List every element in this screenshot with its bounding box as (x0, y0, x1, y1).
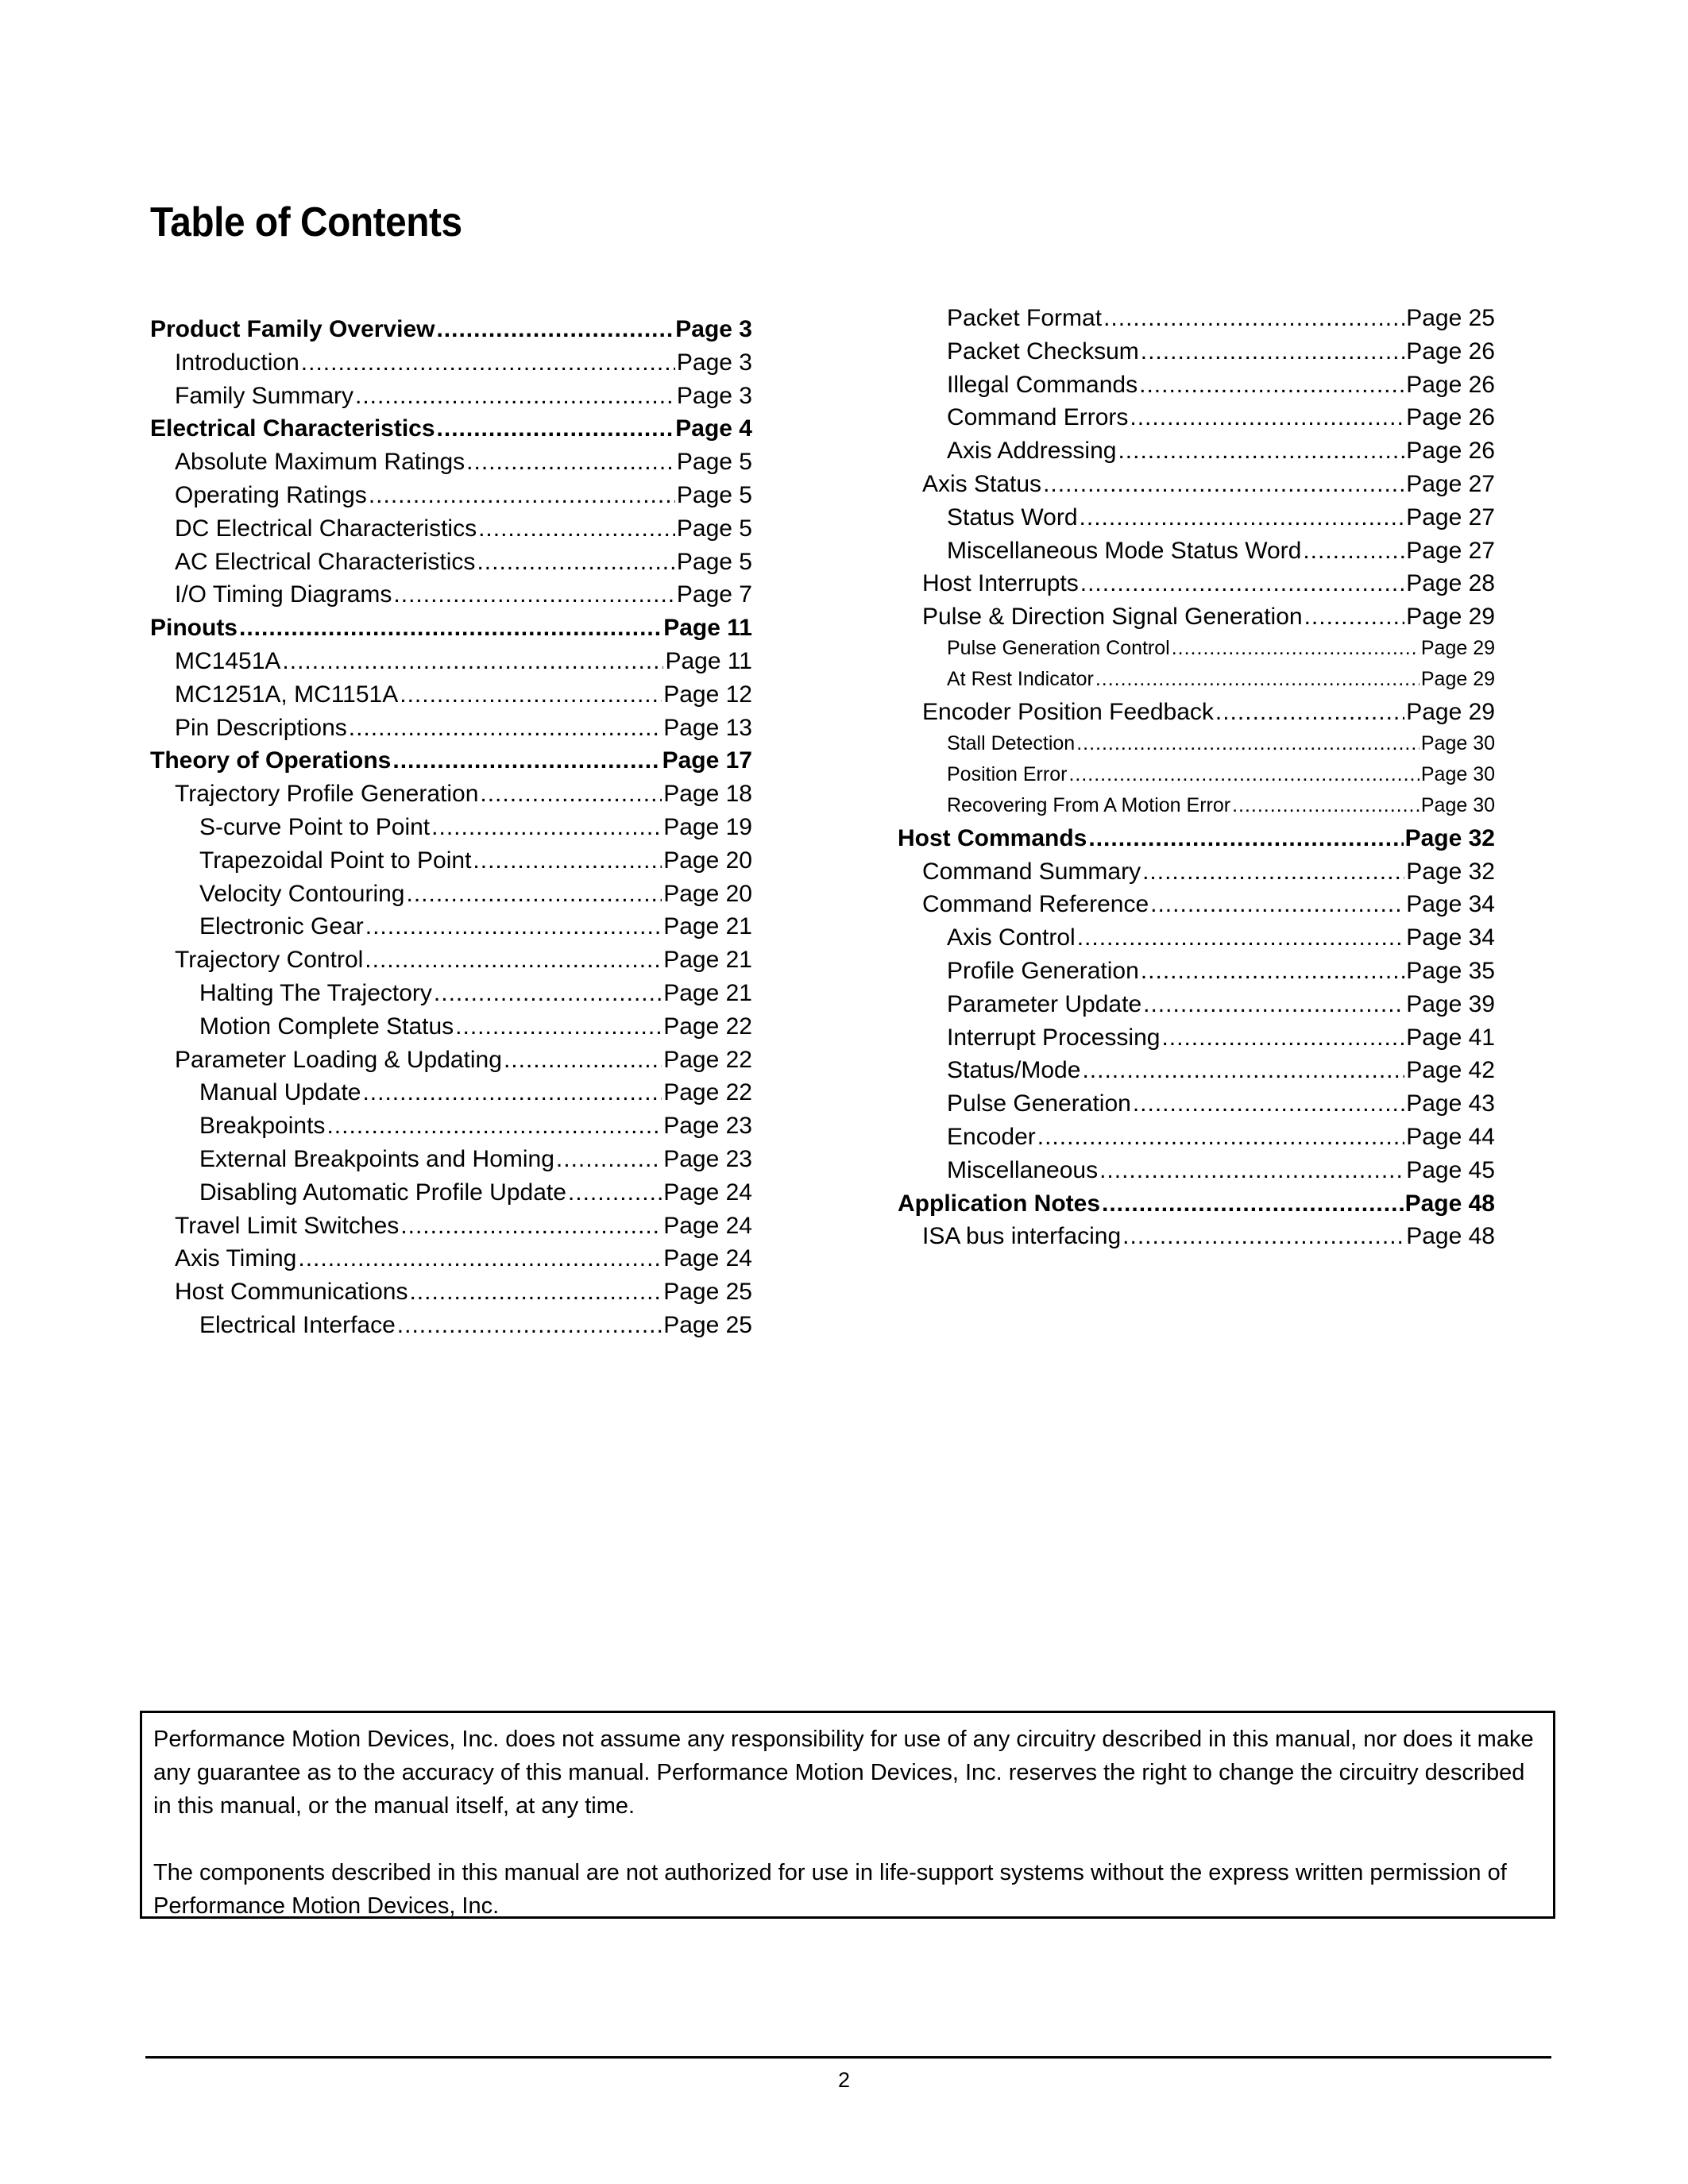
toc-entry-page: Page 20 (663, 847, 752, 874)
toc-entry-page: Page 3 (676, 382, 752, 409)
toc-dot-leader (407, 881, 662, 908)
toc-entry-title: Disabling Automatic Profile Update (199, 1179, 566, 1206)
toc-dot-leader (1088, 825, 1403, 852)
toc-entry (150, 881, 752, 914)
toc-entry-title: Trapezoidal Point to Point (199, 847, 472, 874)
toc-entry-page: Page 44 (1406, 1123, 1495, 1150)
toc-right-column (898, 305, 1495, 1256)
toc-entry (898, 372, 1495, 405)
toc-entry-page: Page 18 (663, 781, 752, 808)
toc-dot-leader (362, 1079, 662, 1106)
toc-entry-title: Pulse Generation (947, 1090, 1131, 1117)
toc-entry-title: MC1251A, MC1151A (175, 681, 399, 708)
toc-dot-leader (326, 1113, 662, 1140)
toc-entry (898, 471, 1495, 504)
toc-entry-title: Breakpoints (199, 1113, 326, 1140)
toc-entry-title: Pulse & Direction Signal Generation (922, 604, 1303, 631)
toc-entry-page: Page 30 (1420, 762, 1495, 785)
toc-dot-leader (1139, 372, 1404, 399)
toc-dot-leader (365, 947, 662, 974)
toc-entry-page: Page 48 (1406, 1223, 1495, 1250)
toc-entry (898, 338, 1495, 372)
toc-entry (898, 958, 1495, 991)
toc-entry (150, 681, 752, 715)
toc-entry-title: Motion Complete Status (199, 1013, 454, 1040)
toc-entry (150, 1113, 752, 1146)
toc-entry-page: Page 22 (663, 1046, 752, 1073)
toc-entry-title: Profile Generation (947, 957, 1139, 984)
toc-entry (898, 1190, 1495, 1224)
toc-dot-leader (1043, 471, 1404, 498)
toc-entry-page: Page 22 (663, 1079, 752, 1106)
toc-entry-title: Status Word (947, 504, 1078, 531)
toc-dot-leader (397, 1312, 662, 1339)
toc-entry-page: Page 20 (663, 880, 752, 907)
toc-entry (150, 515, 752, 549)
toc-entry-page: Page 48 (1404, 1190, 1495, 1217)
toc-dot-leader (1037, 1124, 1404, 1151)
toc-entry (898, 991, 1495, 1024)
toc-entry-page: Page 17 (662, 747, 752, 774)
toc-entry (150, 648, 752, 681)
toc-entry-page: Page 29 (1420, 636, 1495, 659)
toc-entry-title: Axis Addressing (947, 438, 1117, 465)
toc-entry-title: Command Errors (947, 404, 1129, 431)
toc-dot-leader (409, 1279, 662, 1306)
toc-dot-leader (239, 615, 662, 642)
disclaimer-paragraph: Performance Motion Devices, Inc. does not assume any responsibility for use of any circuitry described in this manual, nor does it make any guarantee as to the accuracy of this manual. Performance Motion Devices, Inc. reserves the right to change the circuitry described in this manual, or the manual itself, at any time. (153, 1727, 1534, 1819)
toc-entry (150, 1245, 752, 1279)
toc-entry-page: Page 13 (663, 714, 752, 741)
toc-dot-leader (1161, 1024, 1404, 1051)
toc-entry (150, 1146, 752, 1179)
toc-entry-title: Introduction (175, 349, 299, 376)
toc-entry-page: Page 29 (1406, 698, 1495, 725)
toc-entry-page: Page 7 (676, 581, 752, 608)
toc-entry (150, 847, 752, 881)
toc-entry (150, 1279, 752, 1312)
toc-entry (898, 825, 1495, 859)
toc-dot-leader (504, 1047, 662, 1074)
toc-dot-leader (369, 482, 675, 509)
toc-entry (150, 1312, 752, 1345)
toc-entry-page: Page 22 (663, 1013, 752, 1040)
toc-entry-title: S-curve Point to Point (199, 813, 431, 840)
toc-dot-leader (434, 980, 662, 1007)
toc-entry (150, 549, 752, 582)
toc-entry-page: Page 29 (1406, 604, 1495, 631)
toc-entry-title: Illegal Commands (947, 371, 1138, 398)
toc-entry-title: Command Reference (922, 891, 1149, 918)
toc-dot-leader (1122, 1223, 1404, 1250)
toc-dot-leader (393, 581, 675, 608)
toc-entry (898, 1223, 1495, 1256)
toc-entry (898, 637, 1495, 668)
toc-dot-leader (466, 449, 675, 476)
toc-entry-page: Page 3 (676, 349, 752, 376)
toc-entry-title: Pin Descriptions (175, 714, 347, 741)
toc-entry (150, 947, 752, 980)
toc-entry-page: Page 30 (1420, 731, 1495, 754)
toc-dot-leader (365, 913, 662, 940)
toc-entry-title: Host Communications (175, 1279, 408, 1306)
toc-entry-page: Page 30 (1420, 793, 1495, 816)
toc-entry (898, 1157, 1495, 1190)
toc-entry-title: Stall Detection (947, 731, 1076, 754)
toc-entry-page: Page 26 (1406, 371, 1495, 398)
toc-dot-leader (392, 747, 660, 774)
toc-dot-leader (1172, 637, 1420, 660)
toc-dot-leader (1304, 604, 1405, 631)
toc-entry-page: Page 26 (1406, 438, 1495, 465)
toc-entry (150, 1047, 752, 1080)
toc-entry-page: Page 21 (663, 947, 752, 974)
toc-entry-page: Page 41 (1406, 1024, 1495, 1051)
toc-entry (898, 891, 1495, 924)
toc-dot-leader (437, 415, 674, 442)
toc-dot-leader (1303, 538, 1404, 565)
toc-entry-title: Recovering From A Motion Error (947, 793, 1231, 816)
toc-entry-title: Halting The Trajectory (199, 979, 432, 1006)
toc-entry (150, 415, 752, 449)
toc-entry-page: Page 27 (1406, 504, 1495, 531)
toc-dot-leader (349, 715, 662, 742)
toc-entry-page: Page 29 (1420, 667, 1495, 690)
toc-entry-title: Miscellaneous (947, 1156, 1099, 1183)
toc-entry (150, 349, 752, 383)
toc-entry-title: Manual Update (199, 1079, 361, 1106)
toc-dot-leader (473, 847, 662, 874)
toc-entry-page: Page 26 (1406, 338, 1495, 365)
toc-entry-title: Absolute Maximum Ratings (175, 449, 465, 476)
toc-entry (150, 383, 752, 416)
toc-entry-page: Page 23 (663, 1113, 752, 1140)
toc-dot-leader (1077, 924, 1405, 951)
toc-dot-leader (298, 1245, 662, 1272)
toc-entry-page: Page 4 (675, 415, 752, 442)
toc-entry-page: Page 32 (1406, 858, 1495, 885)
toc-entry-title: Axis Timing (175, 1245, 297, 1272)
toc-entry-page: Page 24 (663, 1245, 752, 1272)
toc-entry-title: I/O Timing Diagrams (175, 581, 392, 608)
toc-entry-title: External Breakpoints and Homing (199, 1145, 554, 1172)
toc-entry-title: Command Summary (922, 858, 1141, 885)
toc-entry-page: Page 24 (663, 1179, 752, 1206)
toc-entry-page: Page 23 (663, 1145, 752, 1172)
toc-entry (150, 781, 752, 814)
toc-entry (150, 913, 752, 947)
toc-entry-page: Page 12 (663, 681, 752, 708)
toc-entry-page: Page 39 (1406, 990, 1495, 1017)
toc-entry-title: Parameter Update (947, 990, 1142, 1017)
toc-entry-title: Pinouts (150, 615, 238, 642)
toc-entry-title: Trajectory Profile Generation (175, 781, 479, 808)
toc-dot-leader (400, 681, 662, 708)
toc-entry-page: Page 21 (663, 913, 752, 940)
toc-dot-leader (1215, 699, 1404, 726)
toc-entry-page: Page 3 (675, 316, 752, 342)
disclaimer-paragraph: The components described in this manual are not authorized for use in life-support systems without the express written permission of Performance Motion Devices, Inc. (153, 1860, 1507, 1919)
toc-entry-title: ISA bus interfacing (922, 1223, 1122, 1250)
toc-dot-leader (1143, 991, 1404, 1018)
toc-entry (898, 1024, 1495, 1058)
toc-dot-leader (1118, 438, 1404, 465)
toc-entry-page: Page 5 (676, 548, 752, 575)
toc-entry (898, 504, 1495, 538)
toc-entry-page: Page 11 (665, 647, 752, 674)
toc-entry (150, 449, 752, 482)
toc-entry (150, 1179, 752, 1213)
toc-entry-page: Page 35 (1406, 957, 1495, 984)
toc-dot-leader (1133, 1090, 1404, 1117)
toc-entry (150, 1013, 752, 1047)
toc-entry (150, 1079, 752, 1113)
toc-entry-page: Page 34 (1406, 924, 1495, 951)
toc-dot-leader (1130, 404, 1404, 431)
toc-entry-title: Operating Ratings (175, 481, 367, 508)
toc-entry (898, 699, 1495, 732)
toc-entry-page: Page 5 (676, 449, 752, 476)
toc-entry (898, 763, 1495, 794)
toc-entry-title: Position Error (947, 762, 1068, 785)
toc-entry (898, 538, 1495, 571)
toc-entry-title: Packet Checksum (947, 338, 1139, 365)
toc-entry-page: Page 26 (1406, 404, 1495, 431)
toc-dot-leader (478, 515, 675, 542)
toc-entry-page: Page 32 (1404, 824, 1495, 851)
toc-entry-page: Page 11 (663, 615, 752, 642)
toc-entry-title: Electronic Gear (199, 913, 364, 940)
toc-dot-leader (301, 349, 675, 376)
toc-entry-title: Theory of Operations (150, 747, 392, 774)
toc-dot-leader (1102, 1190, 1404, 1217)
toc-dot-leader (1103, 305, 1404, 332)
toc-entry (150, 980, 752, 1013)
toc-entry (150, 814, 752, 847)
toc-dot-leader (1142, 859, 1404, 886)
toc-entry-title: Packet Format (947, 305, 1103, 331)
page-number: 2 (837, 2068, 851, 2092)
toc-dot-leader (1099, 1157, 1404, 1184)
toc-dot-leader (455, 1013, 662, 1040)
toc-entry-title: Parameter Loading & Updating (175, 1046, 502, 1073)
toc-dot-leader (477, 549, 674, 576)
toc-dot-leader (1095, 668, 1420, 691)
toc-dot-leader (480, 781, 662, 808)
toc-entry-title: Axis Control (947, 924, 1076, 951)
toc-entry (898, 604, 1495, 637)
disclaimer-box (140, 1711, 1555, 1919)
toc-dot-leader (1068, 763, 1419, 786)
toc-entry-page: Page 19 (663, 813, 752, 840)
toc-dot-leader (1080, 504, 1405, 531)
toc-dot-leader (1232, 794, 1420, 817)
toc-entry-title: Application Notes (898, 1190, 1101, 1217)
toc-entry-page: Page 28 (1406, 570, 1495, 597)
toc-dot-leader (556, 1146, 662, 1173)
toc-dot-leader (1080, 570, 1404, 597)
toc-entry-page: Page 25 (663, 1311, 752, 1338)
toc-entry-title: Electrical Interface (199, 1311, 396, 1338)
toc-entry (898, 732, 1495, 763)
toc-entry-title: Family Summary (175, 382, 354, 409)
toc-entry (898, 1090, 1495, 1124)
toc-entry (150, 316, 752, 349)
toc-entry-page: Page 43 (1406, 1090, 1495, 1117)
toc-entry (150, 615, 752, 648)
toc-entry (150, 581, 752, 615)
toc-entry-page: Page 27 (1406, 470, 1495, 497)
toc-entry (150, 747, 752, 781)
toc-entry (898, 794, 1495, 825)
toc-dot-leader (1076, 732, 1420, 755)
toc-entry-title: MC1451A (175, 647, 281, 674)
toc-entry-page: Page 21 (663, 979, 752, 1006)
toc-entry-page: Page 45 (1406, 1156, 1495, 1183)
toc-entry-title: Travel Limit Switches (175, 1212, 400, 1239)
toc-entry-title: Velocity Contouring (199, 880, 405, 907)
toc-entry (150, 1213, 752, 1246)
toc-entry (898, 305, 1495, 338)
toc-entry-page: Page 25 (663, 1279, 752, 1306)
toc-entry-page: Page 42 (1406, 1057, 1495, 1084)
toc-dot-leader (282, 648, 663, 675)
page-title: Table of Contents (150, 199, 462, 245)
footer-divider (145, 2056, 1551, 2059)
toc-entry (898, 1057, 1495, 1090)
toc-entry-title: Electrical Characteristics (150, 415, 435, 442)
toc-entry-title: AC Electrical Characteristics (175, 548, 476, 575)
toc-dot-leader (355, 383, 675, 410)
toc-entry-title: Miscellaneous Mode Status Word (947, 537, 1302, 564)
toc-entry-title: At Rest Indicator (947, 667, 1094, 690)
toc-dot-leader (1141, 958, 1404, 985)
toc-entry-title: Product Family Overview (150, 316, 435, 342)
toc-entry-page: Page 24 (663, 1212, 752, 1239)
toc-entry (898, 438, 1495, 471)
toc-entry-title: Axis Status (922, 470, 1042, 497)
toc-dot-leader (1082, 1057, 1404, 1084)
toc-entry (898, 1124, 1495, 1157)
toc-entry-title: DC Electrical Characteristics (175, 515, 477, 542)
toc-entry-title: Status/Mode (947, 1057, 1081, 1084)
toc-dot-leader (1141, 338, 1404, 365)
toc-entry-title: Host Commands (898, 824, 1087, 851)
toc-entry-page: Page 5 (676, 515, 752, 542)
toc-entry-title: Host Interrupts (922, 570, 1079, 597)
toc-entry-page: Page 34 (1406, 891, 1495, 918)
toc-entry-title: Interrupt Processing (947, 1024, 1161, 1051)
toc-entry (898, 924, 1495, 958)
toc-entry-title: Encoder (947, 1123, 1036, 1150)
toc-dot-leader (436, 316, 674, 343)
toc-entry-page: Page 25 (1406, 305, 1495, 331)
toc-entry (898, 859, 1495, 892)
toc-dot-leader (400, 1213, 662, 1240)
toc-entry (898, 668, 1495, 699)
toc-entry (898, 404, 1495, 438)
toc-dot-leader (431, 814, 662, 841)
toc-entry (898, 570, 1495, 604)
toc-entry-title: Pulse Generation Control (947, 636, 1170, 659)
toc-entry-title: Encoder Position Feedback (922, 698, 1214, 725)
toc-entry (150, 715, 752, 748)
toc-entry-title: Trajectory Control (175, 947, 364, 974)
toc-entry (150, 482, 752, 515)
toc-dot-leader (568, 1179, 662, 1206)
toc-entry-page: Page 5 (676, 481, 752, 508)
toc-entry-page: Page 27 (1406, 537, 1495, 564)
toc-dot-leader (1150, 891, 1404, 918)
toc-left-column (150, 316, 752, 1345)
